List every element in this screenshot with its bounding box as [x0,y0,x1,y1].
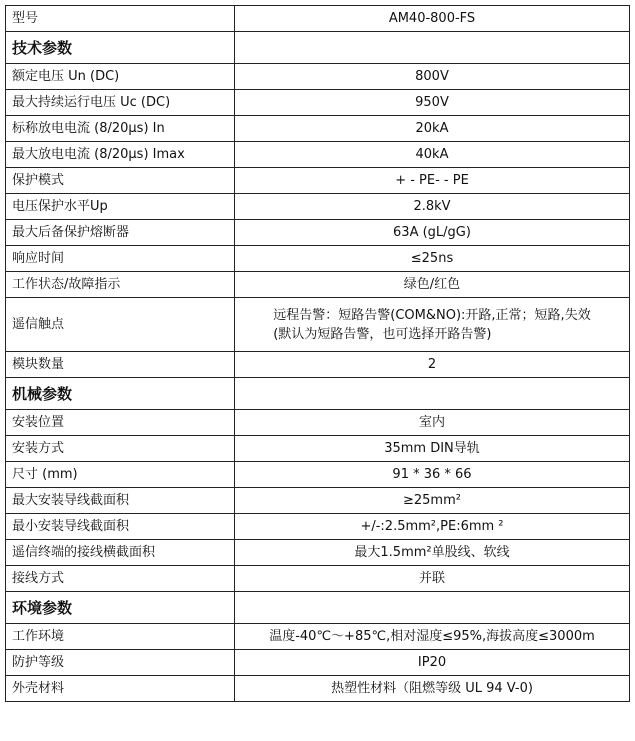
spec-row [6,90,630,116]
spec-table [5,5,630,702]
spec-row [6,410,630,436]
spec-label: 尺寸 (mm) [6,462,235,488]
spec-row [6,116,630,142]
spec-row [6,168,630,194]
spec-row [6,676,630,702]
spec-label: 工作环境 [6,624,235,650]
spec-label: 最大安装导线截面积 [6,488,235,514]
spec-value: 2.8kV [235,194,630,220]
spec-value [235,592,630,624]
spec-row [6,650,630,676]
spec-value: 最大1.5mm²单股线、软线 [235,540,630,566]
section-title: 机械参数 [6,378,235,410]
spec-label: 外壳材料 [6,676,235,702]
spec-value: 35mm DIN导轨 [235,436,630,462]
spec-value: 800V [235,64,630,90]
spec-label: 模块数量 [6,352,235,378]
spec-value: 20kA [235,116,630,142]
spec-label: 额定电压 Un (DC) [6,64,235,90]
spec-label: 最大后备保护熔断器 [6,220,235,246]
spec-value: 温度-40℃～+85℃,相对湿度≤95%,海拔高度≤3000m [235,624,630,650]
spec-value: +/-:2.5mm²,PE:6mm ² [235,514,630,540]
spec-label: 保护模式 [6,168,235,194]
spec-row [6,194,630,220]
spec-label: 型号 [6,6,235,32]
spec-value: 950V [235,90,630,116]
spec-value-line-1: 远程告警：短路告警(COM&NO):开路,正常；短路,失效 [273,307,591,323]
spec-label: 电压保护水平Up [6,194,235,220]
spec-label: 工作状态/故障指示 [6,272,235,298]
section-title: 环境参数 [6,592,235,624]
spec-row [6,246,630,272]
spec-value: AM40-800-FS [235,6,630,32]
spec-row [6,272,630,298]
spec-value: 91 * 36 * 66 [235,462,630,488]
spec-label: 遥信终端的接线横截面积 [6,540,235,566]
spec-value: 热塑性材料（阻燃等级 UL 94 V-0) [235,676,630,702]
spec-value-line-2: (默认为短路告警，也可选择开路告警) [273,326,492,342]
spec-label: 最小安装导线截面积 [6,514,235,540]
spec-row [6,436,630,462]
spec-value [235,378,630,410]
spec-value: IP20 [235,650,630,676]
spec-value: ≤25ns [235,246,630,272]
spec-value: 2 [235,352,630,378]
spec-row [6,462,630,488]
spec-row [6,352,630,378]
spec-value: 室内 [235,410,630,436]
spec-label: 安装方式 [6,436,235,462]
spec-row [6,298,630,352]
spec-row [6,514,630,540]
section-header-row [6,32,630,64]
spec-value: ≥25mm² [235,488,630,514]
spec-value: 并联 [235,566,630,592]
spec-row [6,624,630,650]
spec-value: + - PE- - PE [235,168,630,194]
spec-label: 响应时间 [6,246,235,272]
spec-value: 63A (gL/gG) [235,220,630,246]
spec-label: 最大放电电流 (8/20μs) Imax [6,142,235,168]
spec-table-body [6,6,630,702]
spec-label: 最大持续运行电压 Uc (DC) [6,90,235,116]
spec-value-multiline [273,306,590,344]
spec-row [6,540,630,566]
spec-value [235,32,630,64]
section-header-row [6,378,630,410]
spec-label: 标称放电电流 (8/20μs) In [6,116,235,142]
spec-label: 遥信触点 [6,298,235,352]
section-title: 技术参数 [6,32,235,64]
spec-row [6,6,630,32]
spec-value: 40kA [235,142,630,168]
spec-row [6,220,630,246]
section-header-row [6,592,630,624]
spec-value: 绿色/红色 [235,272,630,298]
spec-value [235,298,630,352]
spec-label: 防护等级 [6,650,235,676]
spec-row [6,142,630,168]
spec-row [6,566,630,592]
spec-row [6,64,630,90]
spec-label: 接线方式 [6,566,235,592]
spec-label: 安装位置 [6,410,235,436]
spec-row [6,488,630,514]
